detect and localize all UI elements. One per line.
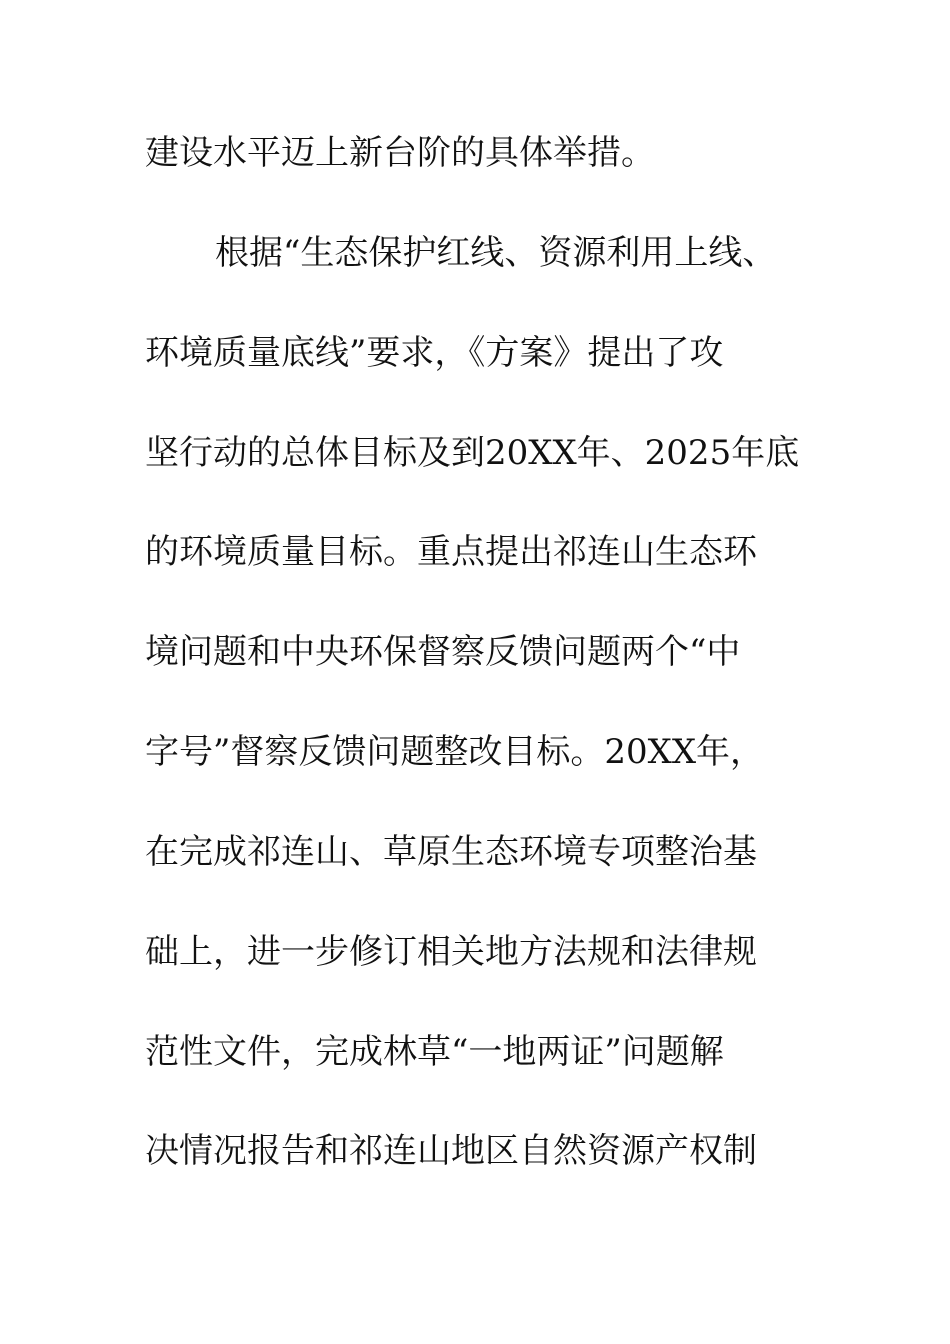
text-line-8: 在完成祁连山、草原生态环境专项整治基: [145, 832, 757, 872]
text-line-6: 境问题和中央环保督察反馈问题两个“中: [145, 632, 741, 672]
text-line-9: 础上，进一步修订相关地方法规和法律规: [145, 932, 757, 972]
text-line-2-paragraph-start: 根据“生态保护红线、资源利用上线、: [215, 233, 777, 273]
text-line-7: 字号”督察反馈问题整改目标。20XX年，: [145, 732, 765, 772]
text-line-10: 范性文件，完成林草“一地两证”问题解: [145, 1032, 724, 1072]
text-line-4: 坚行动的总体目标及到20XX年、2025年底: [145, 433, 800, 473]
text-line-5: 的环境质量目标。重点提出祁连山生态环: [145, 532, 757, 572]
text-line-11: 决情况报告和祁连山地区自然资源产权制: [145, 1131, 757, 1171]
text-line-1: 建设水平迈上新台阶的具体举措。: [145, 133, 655, 173]
text-line-3: 环境质量底线”要求，《方案》提出了攻: [145, 333, 724, 373]
